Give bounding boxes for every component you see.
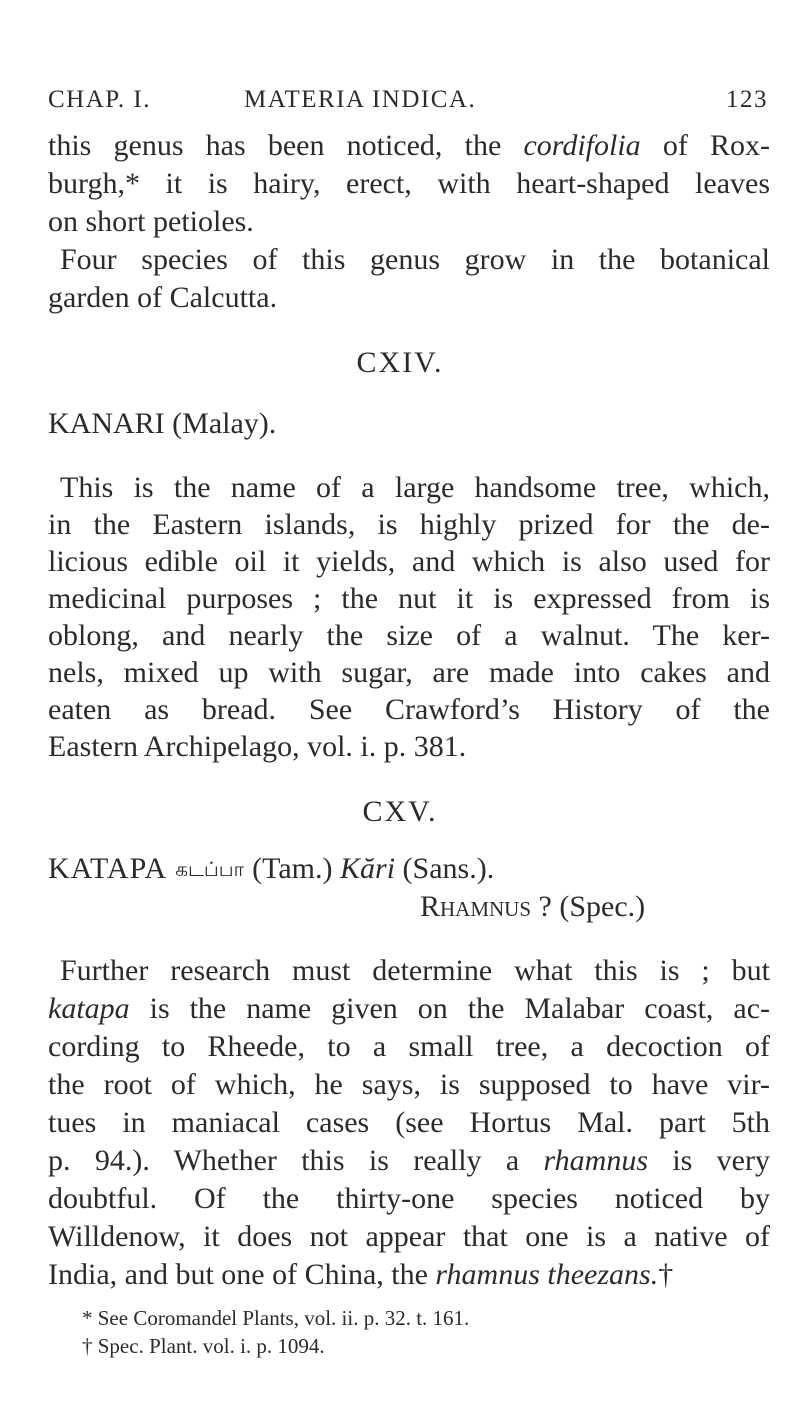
paragraph-line: doubtful. Of the thirty-one species noticed by: [48, 1182, 770, 1215]
section-number: CXIV.: [356, 346, 444, 379]
paragraph-line: oblong, and nearly the size of a walnut. The ker-: [48, 619, 770, 652]
paragraph-line: katapa is the name given on the Malabar coast, ac-: [48, 992, 770, 1025]
paragraph-line: cording to Rheede, to a small tree, a decoction of: [48, 1030, 770, 1063]
paragraph-line: p. 94.). Whether this is really a rhamnus is very: [48, 1144, 770, 1177]
paragraph-line: This is the name of a large handsome tree, which,: [60, 471, 770, 504]
entry-title: KATAPA கடப்பா (Tam.) Kări (Sans.).: [48, 852, 495, 885]
paragraph-line: medicinal purposes ; the nut it is expressed from is: [48, 582, 770, 615]
paragraph-line: licious edible oil it yields, and which is also used for: [48, 545, 770, 578]
section-number: CXV.: [362, 795, 438, 828]
page-number: 123: [726, 86, 768, 113]
paragraph-line: the root of which, he says, is supposed to have vir-: [48, 1068, 770, 1101]
book-title: MATERIA INDICA.: [244, 86, 477, 113]
footnote: † Spec. Plant. vol. i. p. 1094.: [82, 1334, 325, 1358]
paragraph-line: Willdenow, it does not appear that one is a native of: [48, 1220, 770, 1253]
paragraph-line: on short petioles.: [48, 205, 254, 238]
paragraph-line: tues in maniacal cases (see Hortus Mal. part 5th: [48, 1106, 770, 1139]
paragraph-line: garden of Calcutta.: [48, 281, 278, 314]
entry-subtitle: Rhamnus ? (Spec.): [420, 890, 646, 923]
paragraph-line: this genus has been noticed, the cordifolia of Rox-: [48, 129, 770, 162]
paragraph-line: India, and but one of China, the rhamnus theezans.†: [48, 1258, 674, 1291]
paragraph-line: in the Eastern islands, is highly prized for the de-: [48, 508, 770, 541]
paragraph-line: Eastern Archipelago, vol. i. p. 381.: [48, 730, 467, 763]
chapter-label: CHAP. I.: [48, 86, 151, 113]
paragraph-line: burgh,* it is hairy, erect, with heart-shaped leaves: [48, 167, 770, 200]
footnote: * See Coromandel Plants, vol. ii. p. 32. t. 161.: [82, 1306, 470, 1330]
paragraph-line: eaten as bread. See Crawford’s History of the: [48, 693, 770, 726]
tamil-name: கடப்பா: [175, 857, 245, 881]
running-head: [48, 86, 768, 118]
paragraph-line: nels, mixed up with sugar, are made into cakes and: [48, 656, 770, 689]
entry-title: KANARI (Malay).: [48, 407, 277, 440]
paragraph-line: Four species of this genus grow in the botanical: [60, 243, 770, 276]
species-name: cordifolia: [523, 129, 641, 162]
paragraph-line: Further research must determine what this is ; but: [60, 954, 770, 987]
